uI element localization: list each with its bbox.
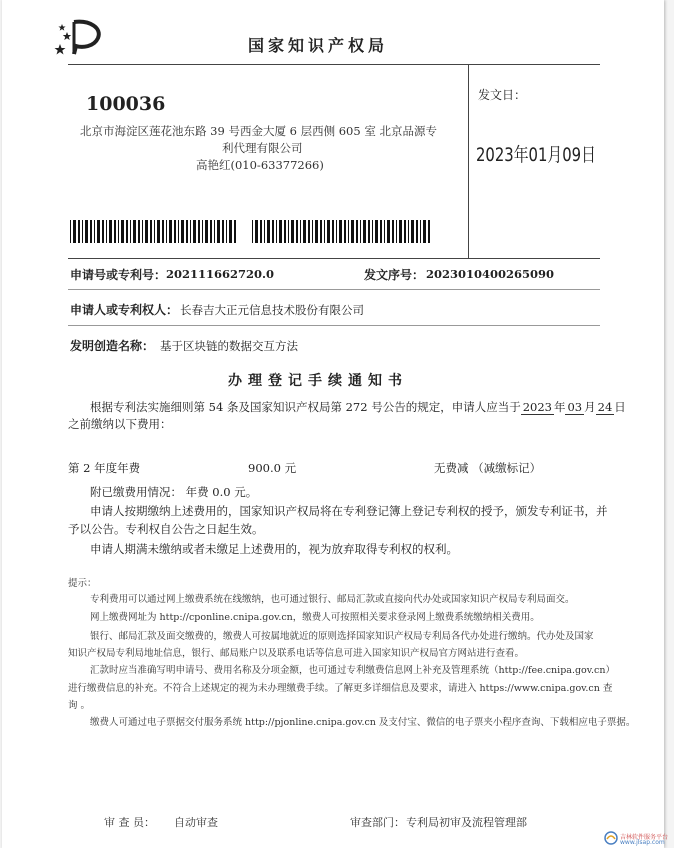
barcode-bar — [150, 220, 152, 243]
deadline-day: 24 — [597, 400, 613, 414]
barcode-bar — [154, 220, 155, 243]
examiner-label: 审 查 员： — [104, 816, 155, 829]
barcode-bar — [327, 220, 330, 243]
barcode-bar — [428, 220, 430, 243]
barcode-bar — [126, 220, 128, 243]
barcode-bar — [102, 220, 104, 243]
barcode-bar — [296, 220, 298, 243]
barcode-bar — [399, 220, 402, 243]
barcode-bar — [169, 220, 172, 243]
notice-title: 办理登记手续通知书 — [228, 373, 408, 389]
notice-paragraph-1-cont: 之前缴纳以下费用： — [68, 417, 172, 431]
barcode-bar — [320, 220, 322, 243]
tips-line: 银行、邮局汇款及面交缴费的，缴费人可按属地就近的原则选择国家知识产权局专利局各代办处进行缴纳。代办处及国家 — [90, 631, 594, 642]
barcode-bar — [411, 220, 414, 243]
barcode-bar — [300, 220, 301, 243]
barcode-bar — [193, 220, 196, 243]
barcode-bar — [303, 220, 306, 243]
barcode-bar — [384, 220, 385, 243]
barcode-bar — [284, 220, 286, 243]
tips-line: 进行缴费信息的补充。不符合上述规定的视为未办理缴费手续。了解更多详细信息及要求，请进入 https://www.cnipa.gov.cn 查 — [68, 683, 613, 694]
barcode-bar — [380, 220, 382, 243]
barcode-bar — [315, 220, 318, 243]
deadline-year: 2023 — [522, 400, 552, 414]
barcode-bar — [202, 220, 203, 243]
tips-line: 知识产权局专利局地址信息，银行、邮局账户以及联系电话等信息可进入国家知识产权局官方网站进行查看。 — [68, 648, 525, 659]
barcode-bar — [162, 220, 164, 243]
notice-paragraph-1 — [90, 399, 626, 415]
barcode-bar — [78, 220, 80, 243]
serial-number-label: 发文序号： — [364, 268, 425, 282]
barcode-bar — [70, 220, 71, 243]
barcode-bar — [145, 220, 148, 243]
barcode-bar — [210, 220, 212, 243]
fee-name: 第 2 年度年费 — [68, 461, 141, 475]
barcode-bar — [344, 220, 346, 243]
barcode-bar — [85, 220, 88, 243]
barcode-bar — [82, 220, 83, 243]
barcode-bar — [198, 220, 200, 243]
barcode-bar — [363, 220, 366, 243]
barcode-bar — [181, 220, 184, 243]
barcode-bar — [186, 220, 188, 243]
barcode-bar — [375, 220, 378, 243]
barcode-bar — [356, 220, 358, 243]
barcode-bar — [372, 220, 373, 243]
barcode-bar — [267, 220, 270, 243]
barcode-bar — [420, 220, 421, 243]
barcode-bar — [118, 220, 119, 243]
barcode-bar — [396, 220, 397, 243]
tips-line: 汇款时应当准确写明申请号、费用名称及分项金额，也可通过专利缴费信息网上补充及管理系统（http://fee.cnipa.gov.cn） — [90, 665, 615, 676]
barcode-bar — [324, 220, 325, 243]
applicant-value: 长春吉大正元信息技术股份有限公司 — [180, 303, 364, 317]
cnipa-logo-icon — [54, 18, 106, 58]
barcode-bar — [190, 220, 191, 243]
application-number-label: 申请号或专利号： — [70, 268, 167, 282]
barcode-bar — [157, 220, 160, 243]
serial-number-value: 2023010400265090 — [426, 267, 555, 281]
applicant-label: 申请人或专利权人： — [70, 303, 179, 317]
barcode-bar — [360, 220, 361, 243]
date-divider — [468, 64, 469, 258]
fee-reduction: 无费减 （减缴标记） — [434, 461, 542, 475]
barcode-bar — [351, 220, 354, 243]
top-rule — [68, 64, 600, 65]
barcode-bar — [404, 220, 406, 243]
barcode-bar — [252, 220, 253, 243]
barcode-bar — [174, 220, 176, 243]
barcode-bar — [288, 220, 289, 243]
notice-paragraph-2: 申请人按期缴纳上述费用的，国家知识产权局将在专利登记簿上登记专利权的授予，颁发专利证书，并 — [90, 504, 608, 518]
site-watermark — [604, 830, 670, 846]
barcode-bar — [255, 220, 258, 243]
barcode-bar — [106, 220, 107, 243]
address-line-1: 北京市海淀区莲花池东路 39 号西金大厦 6 层西侧 605 室 北京品源专 — [80, 124, 437, 138]
barcode-bar — [133, 220, 136, 243]
paid-status: 附已缴费用情况： 年费 0.0 元。 — [90, 485, 258, 499]
year-unit: 年 — [553, 400, 566, 414]
tips-heading: 提示： — [68, 578, 97, 589]
barcode-bar — [217, 220, 220, 243]
issue-date-label: 发文日： — [478, 88, 527, 102]
barcode-bar — [387, 220, 390, 243]
barcode-bar — [138, 220, 140, 243]
barcode-bar — [279, 220, 282, 243]
barcode-left — [70, 220, 238, 243]
tips-line: 缴费人可通过电子票据交付服务系统 http://pjonline.cnipa.gov.cn 及支付宝、微信的电子票夹小程序查询、下载相应电子票据。 — [90, 717, 636, 728]
barcode-bar — [336, 220, 337, 243]
barcode-bar — [226, 220, 227, 243]
paragraph-1-text: 根据专利法实施细则第 54 条及国家知识产权局第 272 号公告的规定，申请人应当于 — [90, 400, 521, 414]
contact-person: 高艳红(010-63377266) — [196, 158, 324, 172]
barcode-bar — [260, 220, 262, 243]
barcode-bar — [142, 220, 143, 243]
invention-title-label: 发明创造名称： — [70, 339, 155, 353]
application-number-value: 202111662720.0 — [166, 267, 275, 281]
barcode-bar — [229, 220, 232, 243]
invention-title-value: 基于区块链的数据交互方法 — [160, 339, 298, 353]
barcode-bar — [178, 220, 179, 243]
barcode-bar — [121, 220, 124, 243]
barcode-bar — [332, 220, 334, 243]
row-rule-1 — [68, 289, 600, 290]
barcode-bar — [234, 220, 236, 243]
department-label: 审查部门： — [350, 816, 405, 829]
barcode-bar — [114, 220, 116, 243]
barcode-bar — [423, 220, 426, 243]
barcode-bar — [308, 220, 310, 243]
issue-date-value: 2023年01月09日 — [476, 144, 596, 166]
month-unit: 月 — [584, 400, 596, 414]
agency-name: 国家知识产权局 — [248, 36, 389, 55]
deadline-month: 03 — [567, 400, 583, 414]
header-rule — [68, 258, 600, 259]
address-line-2: 利代理有限公司 — [222, 141, 303, 155]
barcode-bar — [348, 220, 349, 243]
barcode-bar — [368, 220, 370, 243]
barcode-bar — [166, 220, 167, 243]
row-rule-2 — [68, 325, 600, 326]
department-value: 专利局初审及流程管理部 — [406, 816, 527, 829]
barcode-bar — [272, 220, 274, 243]
barcode-bar — [97, 220, 100, 243]
barcode-bar — [339, 220, 342, 243]
watermark-title: 吉林软件服务平台 — [620, 834, 669, 841]
examiner-value: 自动审查 — [174, 816, 218, 829]
barcode-bar — [109, 220, 112, 243]
barcode-bar — [94, 220, 95, 243]
barcode-bar — [291, 220, 294, 243]
barcode-bar — [392, 220, 394, 243]
barcode-bar — [73, 220, 76, 243]
fee-amount: 900.0 元 — [248, 461, 297, 475]
barcode-bar — [222, 220, 224, 243]
barcode-bar — [264, 220, 265, 243]
barcode-bar — [416, 220, 418, 243]
watermark-url: www.jlsap.com — [620, 839, 665, 846]
barcode-bar — [312, 220, 313, 243]
tips-line: 网上缴费网址为 http://cponline.cnipa.gov.cn，缴费人可按照相关要求登录网上缴费系统缴纳相关费用。 — [90, 612, 540, 623]
barcode-bar — [408, 220, 409, 243]
document-page — [2, 0, 664, 848]
barcode-right — [252, 220, 432, 243]
barcode-bar — [276, 220, 277, 243]
barcode-bar — [205, 220, 208, 243]
barcode-bar — [130, 220, 131, 243]
notice-paragraph-2-cont: 予以公告。专利权自公告之日起生效。 — [68, 522, 264, 536]
day-unit: 日 — [614, 400, 626, 414]
barcode-bar — [90, 220, 92, 243]
tips-line: 询 。 — [68, 700, 91, 711]
tips-line: 专利费用可以通过网上缴费系统在线缴纳，也可通过银行、邮局汇款或直接向代办处或国家知识产权局专利局面交。 — [90, 594, 575, 605]
watermark-logo-icon — [604, 831, 618, 845]
postcode: 100036 — [86, 93, 166, 115]
notice-paragraph-3: 申请人期满未缴纳或者未缴足上述费用的，视为放弃取得专利权的权利。 — [90, 542, 458, 556]
barcode-bar — [214, 220, 215, 243]
